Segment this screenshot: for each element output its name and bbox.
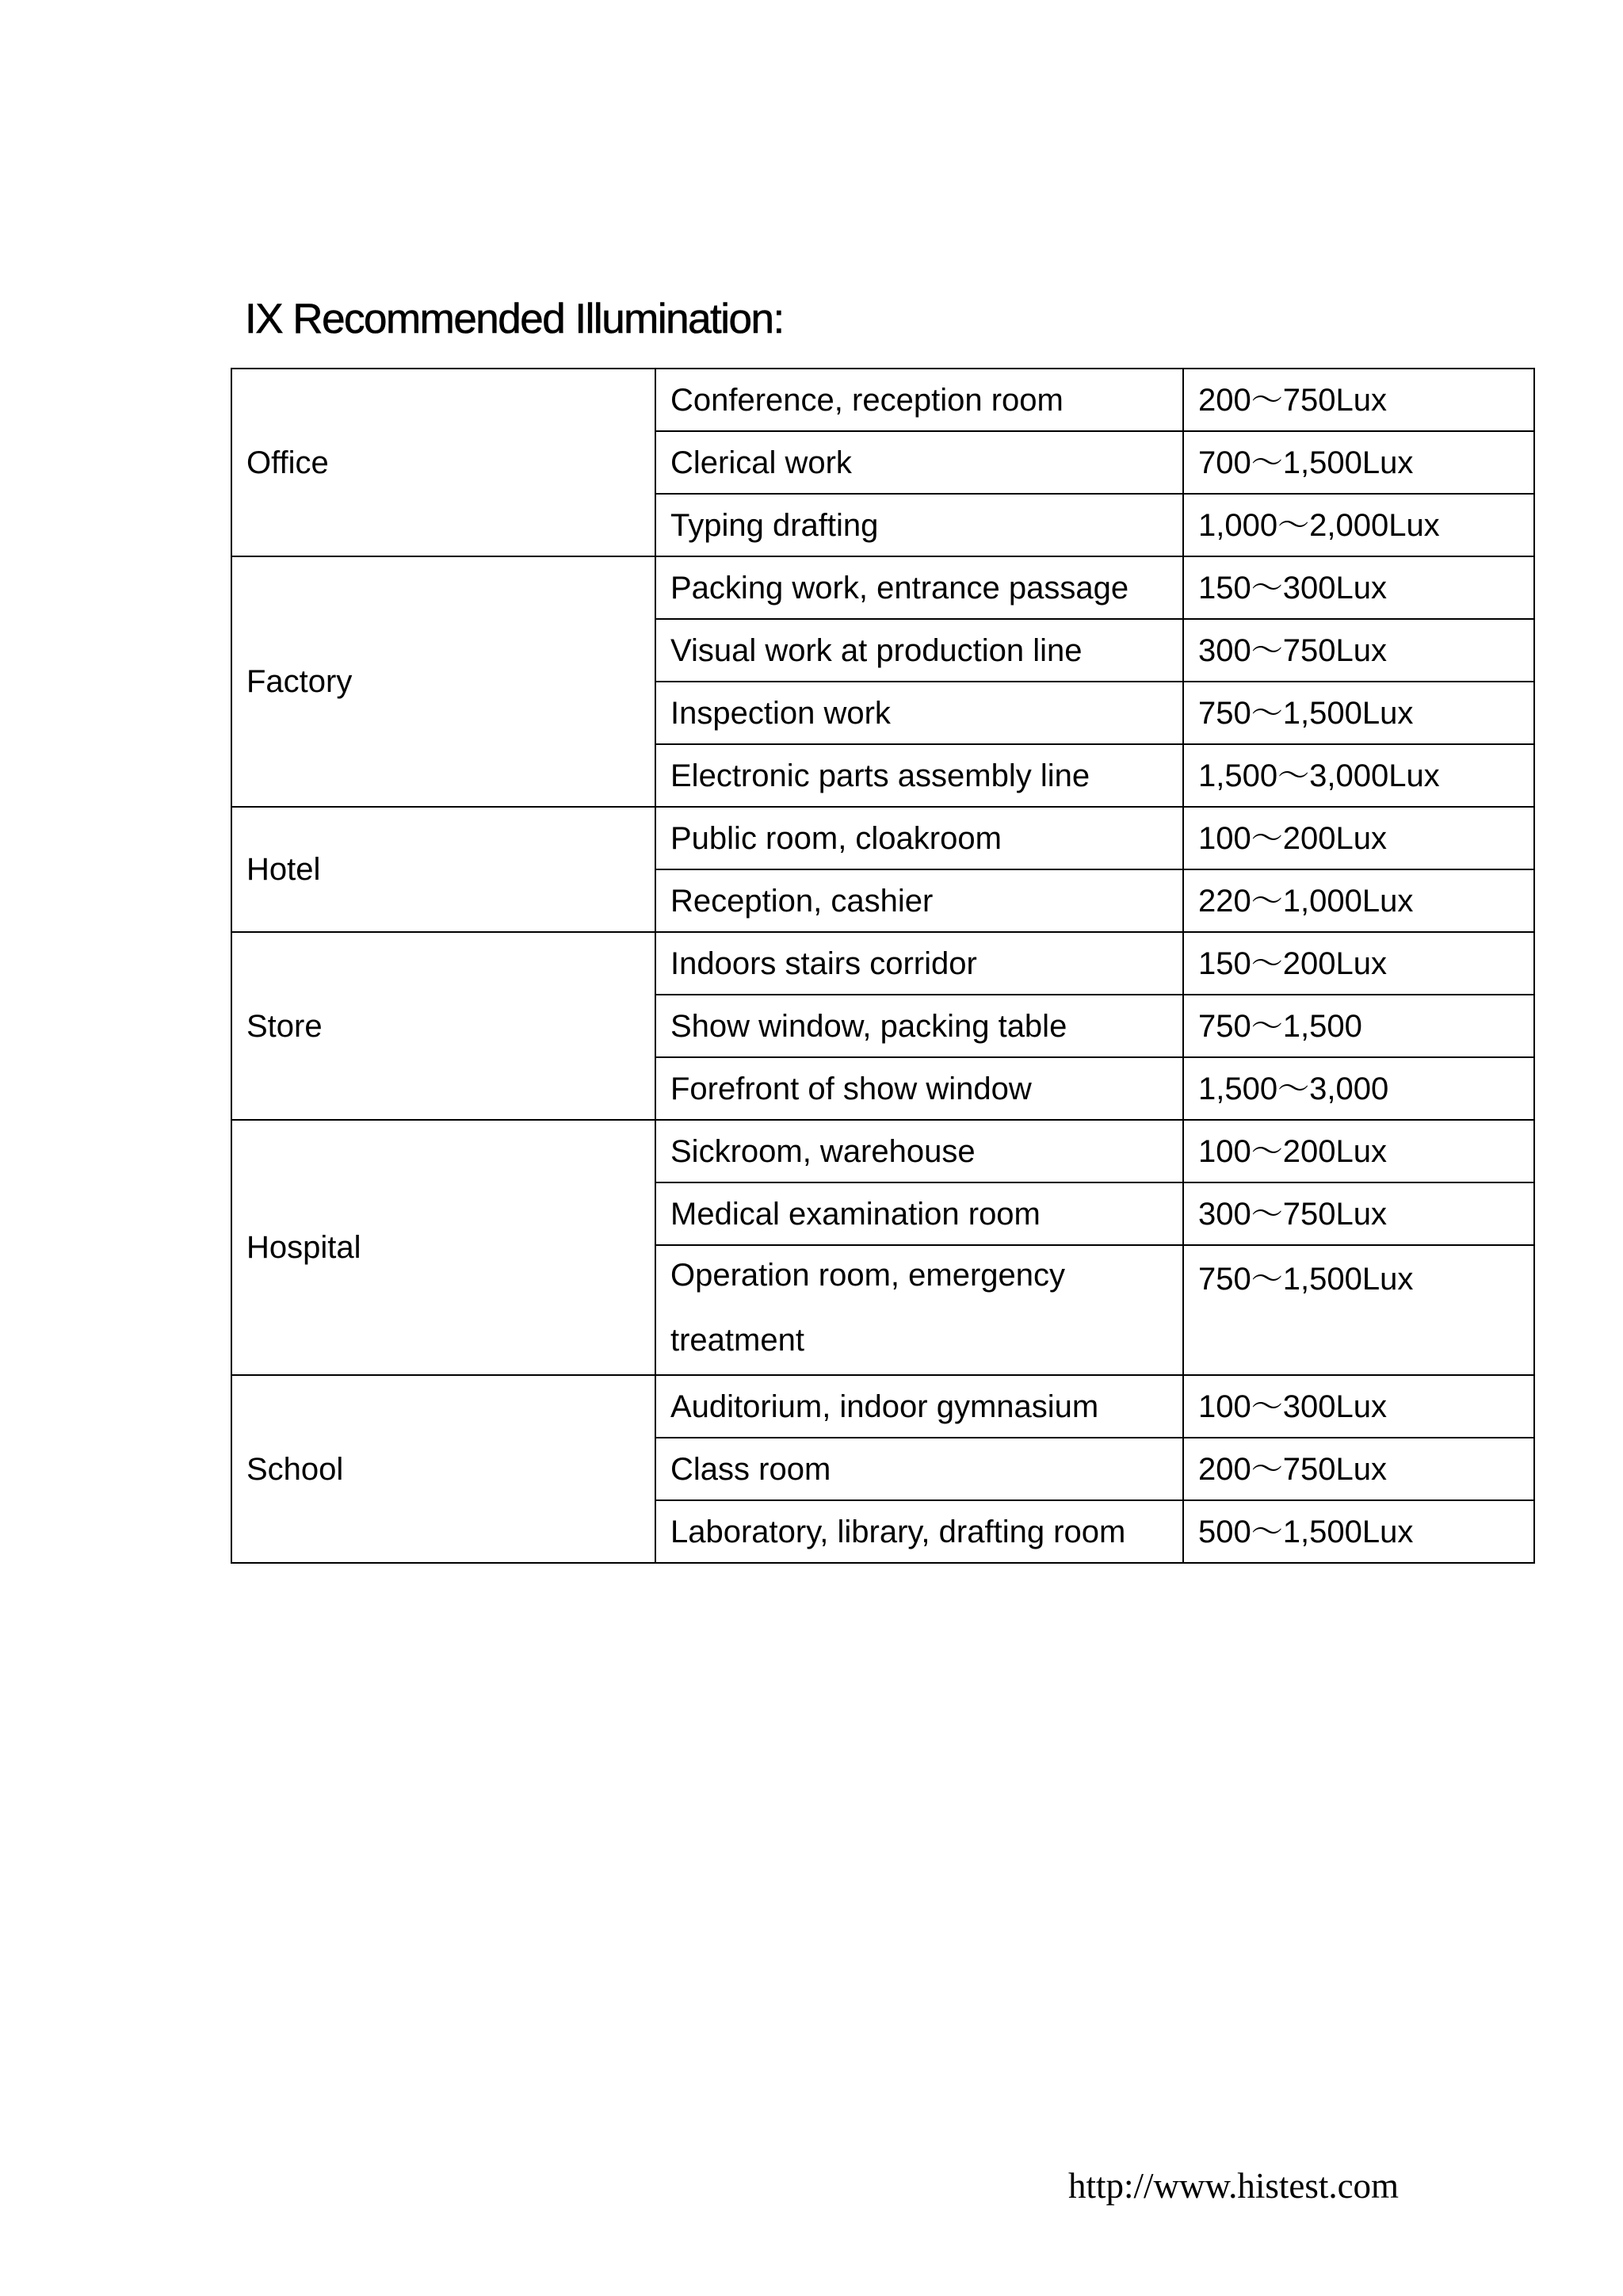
category-cell: Store [231,932,655,1120]
table-row [231,932,1534,995]
category-cell: Hotel [231,807,655,932]
lux-cell: 100～200Lux [1183,807,1534,869]
lux-cell: 150～200Lux [1183,932,1534,995]
lux-cell: 100～200Lux [1183,1120,1534,1182]
place-cell: Conference, reception room [655,369,1183,431]
lux-cell: 300～750Lux [1183,1182,1534,1245]
lux-cell: 750～1,500 [1183,995,1534,1057]
page-title: IX Recommended Illumination: [245,296,784,342]
lux-cell: 1,500～3,000 [1183,1057,1534,1120]
lux-cell: 200～750Lux [1183,369,1534,431]
place-cell: Electronic parts assembly line [655,744,1183,807]
category-cell: School [231,1375,655,1563]
category-cell: Factory [231,556,655,807]
place-cell: Forefront of show window [655,1057,1183,1120]
place-cell: Visual work at production line [655,619,1183,682]
illumination-table [231,368,1535,1564]
place-cell: Medical examination room [655,1182,1183,1245]
lux-cell: 300～750Lux [1183,619,1534,682]
place-cell: Public room, cloakroom [655,807,1183,869]
lux-cell: 200～750Lux [1183,1438,1534,1500]
lux-cell: 750～1,500Lux [1183,682,1534,744]
place-cell: Laboratory, library, drafting room [655,1500,1183,1563]
lux-cell: 100～300Lux [1183,1375,1534,1438]
table-row [231,369,1534,431]
lux-cell: 150～300Lux [1183,556,1534,619]
place-cell: Typing drafting [655,494,1183,556]
table-row [231,1120,1534,1182]
lux-cell: 500～1,500Lux [1183,1500,1534,1563]
category-cell: Hospital [231,1120,655,1375]
table-row [231,556,1534,619]
table-row [231,1375,1534,1438]
category-cell: Office [231,369,655,556]
place-cell: Show window, packing table [655,995,1183,1057]
place-cell: Packing work, entrance passage [655,556,1183,619]
place-cell [655,1245,1183,1375]
lux-cell: 700～1,500Lux [1183,431,1534,494]
place-cell: Auditorium, indoor gymnasium [655,1375,1183,1438]
table-row [231,807,1534,869]
lux-cell: 1,500～3,000Lux [1183,744,1534,807]
footer-url: http://www.histest.com [1068,2166,1400,2206]
place-cell: Reception, cashier [655,869,1183,932]
place-cell: Sickroom, warehouse [655,1120,1183,1182]
place-cell: Clerical work [655,431,1183,494]
place-cell: Indoors stairs corridor [655,932,1183,995]
lux-cell: 750～1,500Lux [1183,1245,1534,1375]
lux-cell: 1,000～2,000Lux [1183,494,1534,556]
lux-cell: 220～1,000Lux [1183,869,1534,932]
place-cell-text: Operation room, emergency treatment [670,1258,1066,1358]
place-cell: Inspection work [655,682,1183,744]
place-cell: Class room [655,1438,1183,1500]
